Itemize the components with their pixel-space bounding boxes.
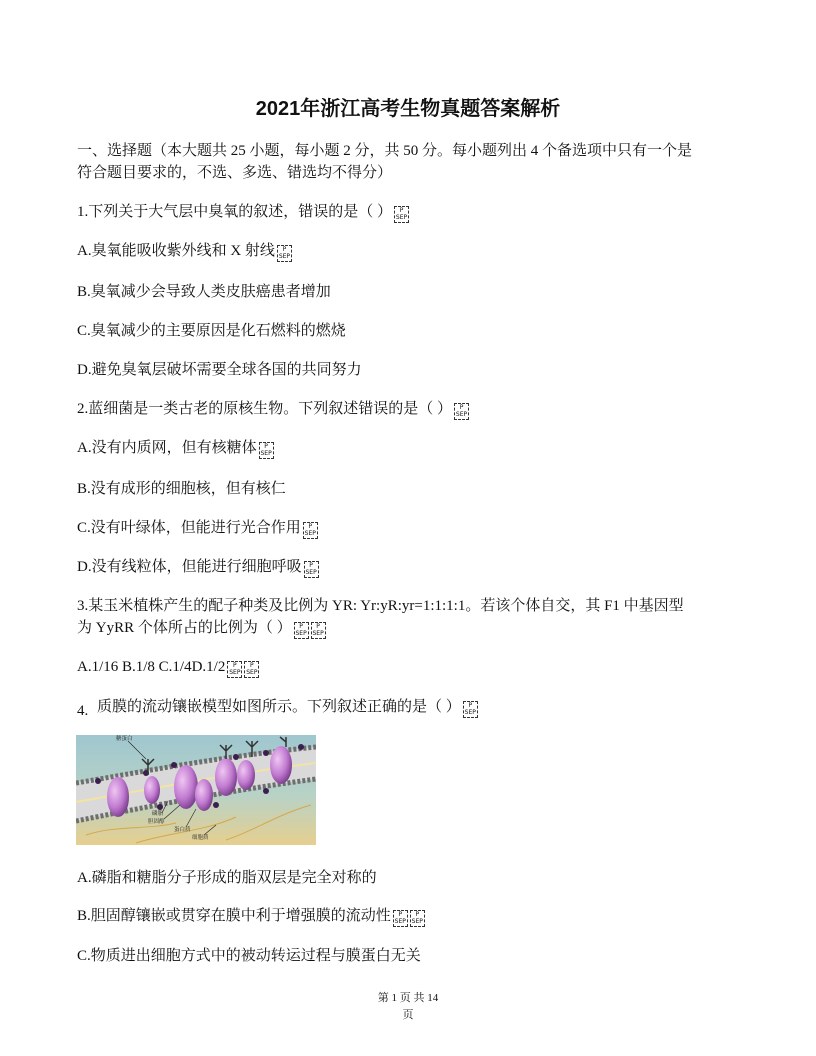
q4-option-c: C.物质进出细胞方式中的被动转运过程与膜蛋白无关 — [77, 948, 421, 964]
sep-mark-icon: P SEP — [305, 562, 317, 576]
sep-mark-icon: P SEP — [260, 443, 272, 457]
page-footer-line-2: 页 — [402, 1009, 414, 1021]
section-instructions-line-2: 符合题目要求的，不选、多选、错选均不得分） — [77, 165, 393, 181]
q1-option-a: A.臭氧能吸收紫外线和 X 射线 P SEP — [77, 243, 291, 260]
label-protein: 蛋白质 — [174, 827, 191, 833]
q4-option-b: B.胆固醇镶嵌或贯穿在膜中利于增强膜的流动性 P SEP P SEP — [77, 908, 423, 925]
sep-mark-icon: P SEP — [304, 523, 316, 537]
section-instructions-line-1: 一、选择题（本大题共 25 小题，每小题 2 分，共 50 分。每小题列出 4 个备选项中只有一个是 — [77, 143, 693, 159]
label-phospholipid: 磷脂 — [152, 811, 164, 817]
sep-mark-icon: P SEP — [312, 623, 324, 637]
sep-mark-icon: P SEP — [246, 662, 258, 676]
label-cholesterol: 胆固醇 — [148, 819, 165, 825]
label-glycoprotein: 糖蛋白 — [116, 736, 133, 742]
sep-mark-icon: P SEP — [464, 702, 476, 716]
q2-option-a: A.没有内质网，但有核糖体 P SEP — [77, 440, 272, 457]
q2-option-d: D.没有线粒体，但能进行细胞呼吸 P SEP — [77, 559, 317, 576]
q3-stem-line-2: 为 YyRR 个体所占的比例为（ ） P SEP P SEP — [77, 620, 324, 637]
page-footer-line-1: 第 1 页 共 14 — [377, 992, 439, 1004]
sep-mark-icon: P SEP — [295, 623, 307, 637]
sep-mark-icon: P SEP — [229, 662, 241, 676]
sep-mark-icon: P SEP — [455, 404, 468, 418]
q1-stem — [77, 201, 409, 223]
q2-stem: 2.蓝细菌是一类古老的原核生物。下列叙述错误的是（ ） P SEP — [77, 401, 468, 418]
q2-option-b: B.没有成形的细胞核，但有核仁 — [77, 481, 286, 497]
q4-option-a: A.磷脂和糖脂分子形成的脂双层是完全对称的 — [77, 870, 377, 886]
q1-option-c: C.臭氧减少的主要原因是化石燃料的燃烧 — [77, 323, 346, 339]
q2-option-c: C.没有叶绿体，但能进行光合作用 P SEP — [77, 520, 316, 537]
q3-options: A.1/16 B.1/8 C.1/4D.1/2 P SEP P SEP — [77, 659, 258, 676]
q1-option-d: D.避免臭氧层破坏需要全球各国的共同努力 — [77, 362, 362, 378]
sep-mark-icon: P SEP — [411, 911, 423, 925]
sep-mark-icon: P SEP — [278, 246, 291, 260]
page-title: 2021年浙江高考生物真题答案解析 — [255, 98, 561, 120]
sep-mark-icon: P SEP — [394, 911, 406, 925]
q4-stem: 质膜的流动镶嵌模型如图所示。下列叙述正确的是（ ） P SEP — [97, 699, 476, 716]
fluid-mosaic-membrane-figure — [76, 735, 316, 845]
q3-stem-line-1: 3.某玉米植株产生的配子种类及比例为 YR: Yr:yR:yr=1:1:1:1。若该个体自交，其 F1 中基因型 — [77, 598, 684, 614]
q4-number: 4. — [77, 703, 89, 719]
q1-option-b: B.臭氧减少会导致人类皮肤癌患者增加 — [77, 284, 331, 300]
q1-stem-text: 1.下列关于大气层中臭氧的叙述，错误的是（ ） — [77, 204, 393, 220]
label-cytoplasm: 细胞质 — [192, 835, 209, 841]
sep-mark-icon: P SEP — [395, 207, 408, 221]
